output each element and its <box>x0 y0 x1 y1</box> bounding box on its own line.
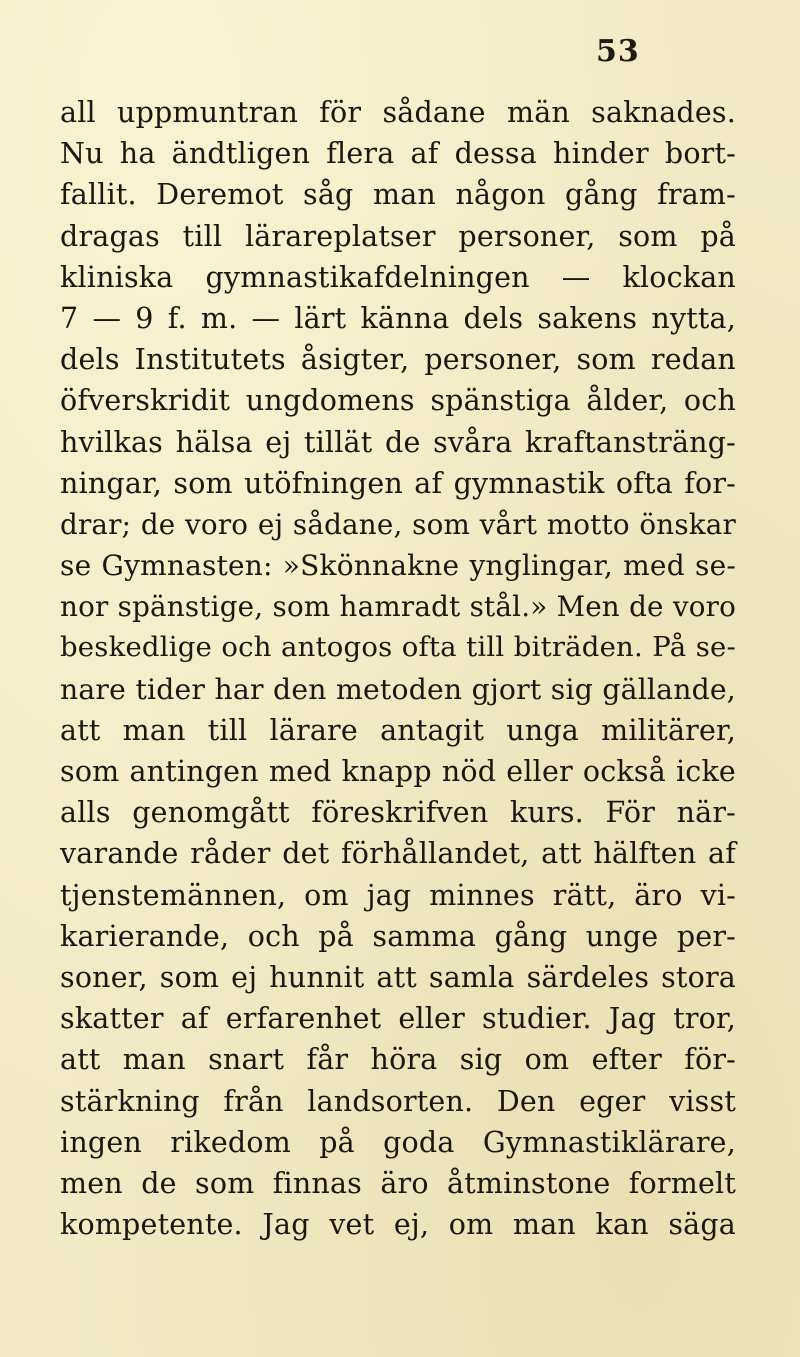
text-line: nare tider har den metoden gjort sig gällande, <box>60 672 736 706</box>
text-line: dragas till lärareplatser personer, som på <box>60 219 736 253</box>
text-line: att man till lärare antagit unga militärer, <box>60 713 736 747</box>
text-line: tjenstemännen, om jag minnes rätt, äro vi- <box>60 878 736 912</box>
text-line: skatter af erfarenhet eller studier. Jag tror, <box>60 1002 736 1036</box>
text-line: dels Institutets åsigter, personer, som redan <box>60 343 736 377</box>
text-line: karierande, och på samma gång unge per- <box>60 919 736 953</box>
text-line: all uppmuntran för sådane män saknades. <box>60 96 736 129</box>
text-line: 7 — 9 f. m. — lärt känna dels sakens nytta, <box>60 301 736 335</box>
text-line: fallit. Deremot såg man någon gång fram- <box>60 178 736 212</box>
text-line: alls genomgått föreskrifven kurs. För när- <box>60 796 736 830</box>
body-text <box>60 92 736 1245</box>
text-line: beskedlige och antogos ofta till biträden. På se- <box>60 631 736 664</box>
text-line: stärkning från landsorten. Den eger visst <box>60 1084 736 1118</box>
text-line: soner, som ej hunnit att samla särdeles stora <box>60 960 736 994</box>
text-line: drar; de voro ej sådane, som vårt motto önskar <box>60 507 736 541</box>
text-line: öfverskridit ungdomens spänstiga ålder, och <box>60 384 736 418</box>
text-line: som antingen med knapp nöd eller också icke <box>60 755 736 788</box>
text-line: Nu ha ändtligen flera af dessa hinder bort- <box>60 137 736 171</box>
text-line: hvilkas hälsa ej tillät de svåra kraftansträng- <box>60 425 736 459</box>
text-line: kliniska gymnastikafdelningen — klockan <box>60 260 736 294</box>
text-line: ningar, som utöfningen af gymnastik ofta for- <box>60 466 736 500</box>
page-number: 53 <box>596 34 640 69</box>
text-line: se Gymnasten: »Skönnakne ynglingar, med se- <box>60 549 736 583</box>
text-line: att man snart får höra sig om efter för- <box>60 1043 736 1077</box>
text-line: men de som finnas äro åtminstone formelt <box>60 1166 736 1200</box>
text-line: nor spänstige, som hamradt stål.» Men de voro <box>60 590 736 624</box>
text-line: ingen rikedom på goda Gymnastiklärare, <box>60 1125 736 1159</box>
text-line: kompetente. Jag vet ej, om man kan säga <box>60 1208 736 1242</box>
text-line: varande råder det förhållandet, att hälften af <box>60 837 736 871</box>
